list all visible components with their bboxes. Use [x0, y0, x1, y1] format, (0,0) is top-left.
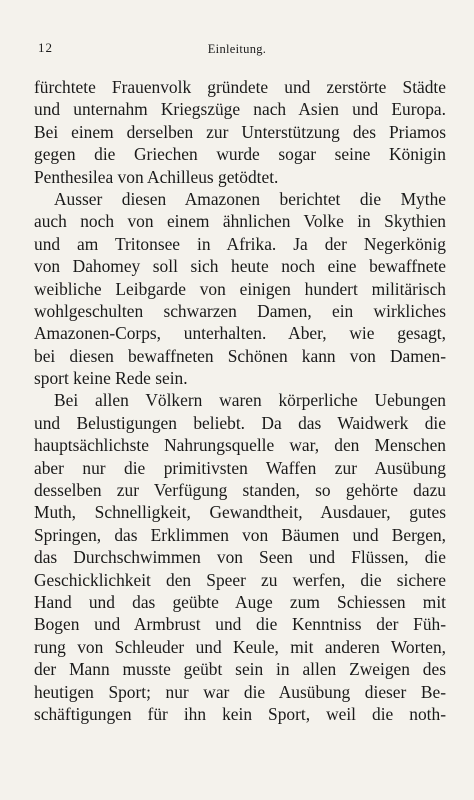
text-line: und unternahm Kriegszüge nach Asien und Europa. — [34, 99, 446, 120]
text-line: sport keine Rede sein. — [34, 368, 188, 389]
text-line: Amazonen-Corps, unterhalten. Aber, wie gesagt, — [34, 323, 446, 344]
page-number: 12 — [38, 40, 53, 55]
text-line: Bei allen Völkern waren körperliche Uebungen — [54, 390, 446, 411]
text-line: Hand und das geübte Auge zum Schiessen mit — [34, 591, 446, 612]
text-line: bei diesen bewaffneten Schönen kann von Damen- — [34, 345, 446, 366]
text-line: der Mann musste geübt sein in allen Zweigen des — [34, 659, 446, 680]
text-line: aber nur die primitivsten Waffen zur Ausübung — [34, 457, 446, 478]
paragraph-2 — [34, 188, 446, 390]
running-head: Einleitung. — [207, 42, 267, 56]
text-line: gegen die Griechen wurde sogar seine Königin — [34, 144, 446, 165]
text-line: heutigen Sport; nur war die Ausübung dieser Be- — [34, 681, 446, 702]
text-line: Muth, Schnelligkeit, Gewandtheit, Ausdauer, gutes — [34, 502, 446, 523]
text-line: Ausser diesen Amazonen berichtet die Mythe — [54, 188, 446, 209]
paragraph-3 — [34, 389, 446, 725]
text-line: fürchtete Frauenvolk gründete und zerstörte Städte — [34, 77, 446, 97]
text-line: auch noch von einem ähnlichen Volke in Skythien — [34, 211, 446, 232]
page-body — [34, 76, 446, 725]
text-line: weibliche Leibgarde von einigen hundert militärisch — [34, 278, 446, 299]
text-line: und Belustigungen beliebt. Da das Waidwerk die — [34, 412, 446, 433]
text-line: das Durchschwimmen von Seen und Flüssen, die — [34, 547, 446, 568]
text-line: Penthesilea von Achilleus getödtet. — [34, 166, 279, 187]
text-line: Bei einem derselben zur Unterstützung des Priamos — [34, 121, 446, 142]
text-line: wohlgeschulten schwarzen Damen, ein wirkliches — [34, 300, 446, 321]
text-line: schäftigungen für ihn kein Sport, weil die noth- — [34, 703, 446, 724]
text-line: rung von Schleuder und Keule, mit anderen Worten, — [34, 636, 446, 657]
paragraph-1 — [34, 76, 446, 188]
text-line: hauptsächlichste Nahrungsquelle war, den Menschen — [34, 435, 446, 456]
text-line: Bogen und Armbrust und die Kenntniss der Füh- — [34, 614, 446, 635]
text-line: Geschicklichkeit den Speer zu werfen, die sichere — [34, 569, 446, 590]
text-line: desselben zur Verfügung standen, so gehörte dazu — [34, 480, 446, 501]
text-line: und am Tritonsee in Afrika. Ja der Negerkönig — [34, 233, 446, 254]
text-line: von Dahomey soll sich heute noch eine bewaffnete — [34, 256, 446, 277]
text-line: Springen, das Erklimmen von Bäumen und Bergen, — [34, 524, 446, 545]
